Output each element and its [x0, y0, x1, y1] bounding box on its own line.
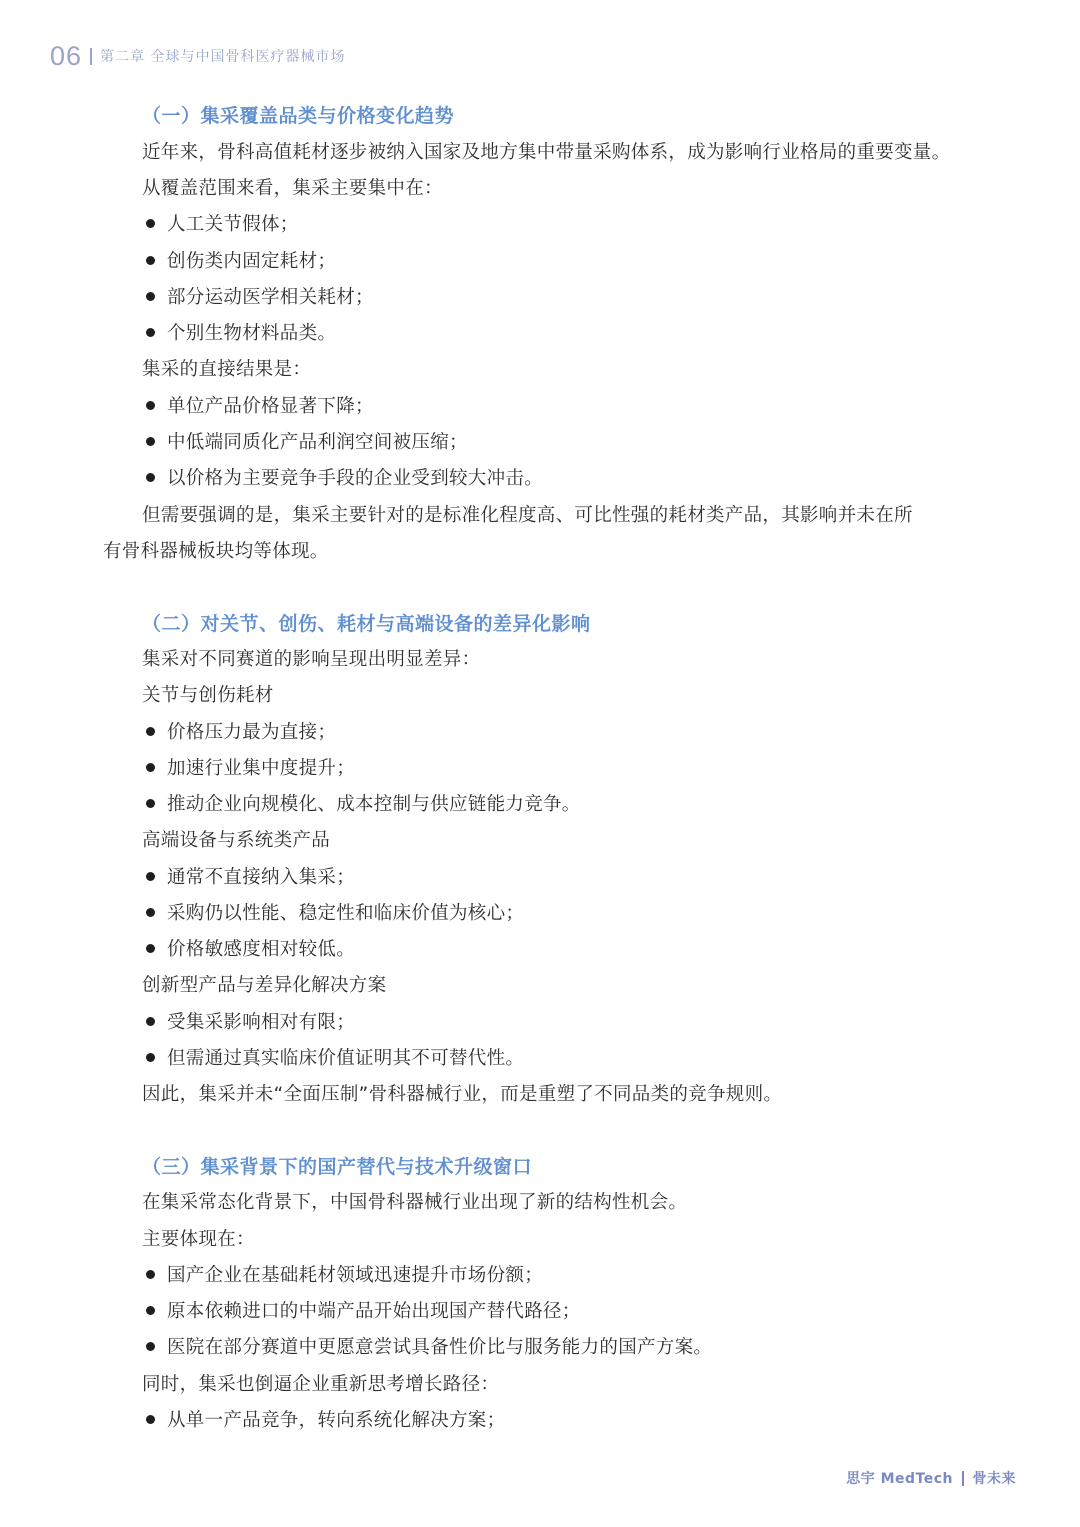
list-item: 价格压力最为直接；	[146, 718, 336, 744]
bullet-icon	[146, 727, 155, 736]
paragraph-line: 但需要强调的是，集采主要针对的是标准化程度高、可比性强的耗材类产品，其影响并未在所	[142, 505, 913, 526]
list-item: 人工关节假体；	[146, 210, 299, 236]
list-item: 以价格为主要竞争手段的企业受到较大冲击。	[146, 464, 543, 490]
list-item: 国产企业在基础耗材领域迅速提升市场份额；	[146, 1261, 543, 1287]
bullet-icon	[146, 1053, 155, 1062]
list-item: 医院在部分赛道中更愿意尝试具备性价比与服务能力的国产方案。	[146, 1333, 712, 1359]
bullet-icon	[146, 219, 155, 228]
list-item: 中低端同质化产品利润空间被压缩；	[146, 428, 468, 454]
bullet-icon	[146, 944, 155, 953]
bullet-icon	[146, 1306, 155, 1315]
list-item: 采购仍以性能、稳定性和临床价值为核心；	[146, 899, 524, 925]
footer-tagline: 骨未来	[972, 1471, 1016, 1487]
section-heading-2: （二）对关节、创伤、耗材与高端设备的差异化影响	[142, 613, 591, 635]
paragraph-line: 从覆盖范围来看，集采主要集中在：	[142, 178, 443, 199]
list-item: 加速行业集中度提升；	[146, 754, 355, 780]
bullet-icon	[146, 328, 155, 337]
bullet-icon	[146, 256, 155, 265]
subheading-line: 创新型产品与差异化解决方案	[142, 975, 387, 996]
subheading-line: 高端设备与系统类产品	[142, 830, 331, 851]
bullet-icon	[146, 1270, 155, 1279]
paragraph-line: 集采的直接结果是：	[142, 359, 312, 380]
bullet-icon	[146, 872, 155, 881]
paragraph-line: 主要体现在：	[142, 1229, 255, 1250]
paragraph-line: 在集采常态化背景下，中国骨科器械行业出现了新的结构性机会。	[142, 1192, 688, 1213]
list-item: 通常不直接纳入集采；	[146, 863, 355, 889]
paragraph-line: 近年来，骨科高值耗材逐步被纳入国家及地方集中带量采购体系，成为影响行业格局的重要变量。	[142, 142, 951, 163]
footer-divider	[962, 1471, 964, 1486]
chapter-title: 第二章 全球与中国骨科医疗器械市场	[100, 49, 346, 65]
section-heading-3: （三）集采背景下的国产替代与技术升级窗口	[142, 1156, 533, 1178]
list-item: 但需通过真实临床价值证明其不可替代性。	[146, 1044, 524, 1070]
bullet-icon	[146, 1342, 155, 1351]
bullet-icon	[146, 401, 155, 410]
list-item: 单位产品价格显著下降；	[146, 392, 374, 418]
bullet-icon	[146, 437, 155, 446]
paragraph-line: 集采对不同赛道的影响呈现出明显差异：	[142, 649, 481, 670]
paragraph-line: 同时，集采也倒逼企业重新思考增长路径：	[142, 1374, 500, 1395]
list-item: 受集采影响相对有限；	[146, 1008, 355, 1034]
list-item: 价格敏感度相对较低。	[146, 935, 355, 961]
header-divider	[90, 48, 92, 65]
list-item: 个别生物材料品类。	[146, 319, 336, 345]
section-heading-1: （一）集采覆盖品类与价格变化趋势	[142, 105, 455, 127]
bullet-icon	[146, 292, 155, 301]
bullet-icon	[146, 799, 155, 808]
paragraph-line: 因此，集采并未“全面压制”骨科器械行业，而是重塑了不同品类的竞争规则。	[142, 1084, 783, 1105]
bullet-icon	[146, 1415, 155, 1424]
bullet-icon	[146, 1017, 155, 1026]
list-item: 推动企业向规模化、成本控制与供应链能力竞争。	[146, 790, 581, 816]
bullet-icon	[146, 763, 155, 772]
footer-brand: 思宇 MedTech	[846, 1471, 953, 1487]
list-item: 部分运动医学相关耗材；	[146, 283, 374, 309]
bullet-icon	[146, 473, 155, 482]
page-header	[50, 40, 346, 72]
list-item: 创伤类内固定耗材；	[146, 247, 336, 273]
list-item: 原本依赖进口的中端产品开始出现国产替代路径；	[146, 1297, 581, 1323]
bullet-icon	[146, 908, 155, 917]
subheading-line: 关节与创伤耗材	[142, 685, 274, 706]
list-item: 从单一产品竞争，转向系统化解决方案；	[146, 1406, 505, 1432]
page-number: 06	[50, 40, 83, 71]
page-footer	[846, 1468, 1016, 1488]
paragraph-line: 有骨科器械板块均等体现。	[103, 541, 329, 562]
